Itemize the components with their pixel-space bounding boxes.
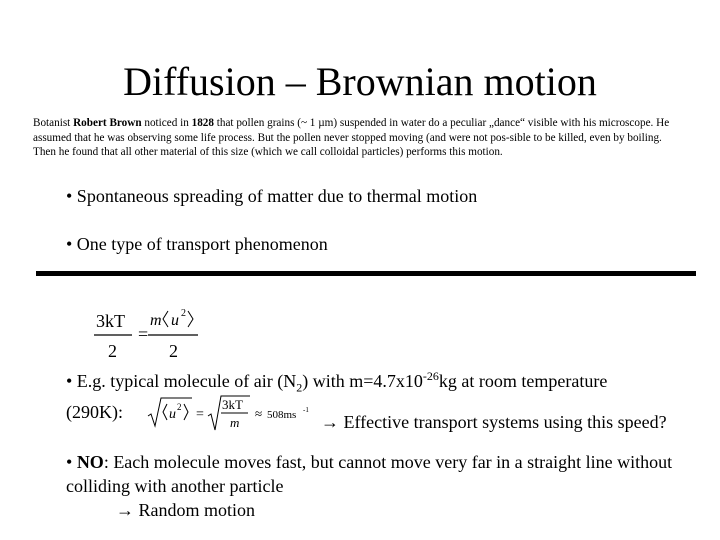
- svg-text:2: 2: [181, 308, 186, 319]
- intro-year: 1828: [191, 117, 214, 129]
- slide-title: Diffusion – Brownian motion: [123, 59, 597, 104]
- eq2-numerator: 3kT: [222, 396, 243, 412]
- b4-no: NO: [76, 452, 104, 472]
- eq1-lhs-numerator: 3kT: [96, 311, 125, 331]
- intro-name: Robert Brown: [73, 117, 142, 129]
- intro-text-2: noticed in: [141, 117, 192, 129]
- b3-sup: -26: [422, 369, 439, 383]
- eq1-velocity: u: [171, 312, 179, 329]
- intro-text-3: that pollen grains (~ 1 µm) suspended in water do a peculiar „dance“ visible with his microscope. He assumed that he was observing some life process. But the pollen never stopped moving (and were not pos-sible to be killed, even by boiling. Then he found that all other material of this size (which we call colloidal particles) performs this motion.: [33, 117, 670, 158]
- eq2-exponent: -1: [303, 405, 309, 414]
- eq2-denominator: m: [230, 414, 240, 430]
- equation-energy: [92, 305, 222, 365]
- b3-prefix: • E.g. typical molecule of air (N: [66, 371, 297, 391]
- eq2-value: 508ms: [267, 408, 297, 421]
- bullet-air-example: [66, 364, 696, 434]
- intro-text-1: Botanist: [33, 117, 74, 129]
- b4-random-motion: → Random motion: [116, 500, 255, 520]
- equation-rms-speed: [146, 392, 321, 436]
- svg-text:=: =: [196, 406, 204, 422]
- b3-question: → Effective transport systems using this speed?: [321, 411, 667, 432]
- b3-sub: 2: [296, 380, 303, 395]
- divider-rule: [36, 271, 696, 276]
- b4-text: : Each molecule moves fast, but cannot move very far in a straight line without colliding with another particle: [66, 452, 673, 496]
- bullet-transport: • One type of transport phenomenon: [66, 234, 328, 254]
- svg-text:2: 2: [177, 401, 182, 412]
- b3-mid: ) with m=4.7x10: [302, 371, 423, 391]
- b3-suffix: kg at room temperature: [438, 371, 608, 391]
- svg-text:u: u: [169, 406, 176, 422]
- intro-paragraph: [33, 116, 673, 160]
- eq1-mass: m: [150, 312, 162, 329]
- eq1-rhs-denominator: 2: [169, 341, 178, 361]
- b3-temperature: (290K):: [66, 401, 123, 422]
- eq1-lhs-denominator: 2: [108, 341, 117, 361]
- bullet-no-collision: • NO: Each molecule moves fast, but cannot move very far in a straight line without colliding with another particle → Random motion: [66, 450, 696, 522]
- svg-text:=: =: [138, 324, 149, 344]
- bullet-spreading: • Spontaneous spreading of matter due to thermal motion: [66, 186, 478, 206]
- eq2-approx: ≈: [255, 405, 263, 421]
